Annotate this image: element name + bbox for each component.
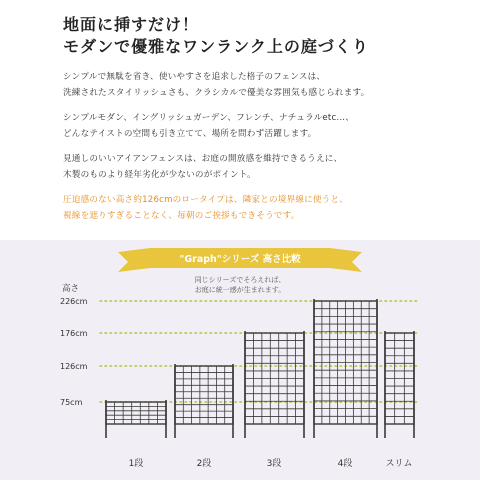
height-tick-label: 176cm — [60, 329, 88, 338]
fences — [106, 299, 414, 438]
fence-frame — [106, 402, 166, 424]
banner — [118, 248, 362, 272]
model-labels — [129, 458, 413, 469]
fence-frame — [175, 366, 233, 424]
height-guides — [60, 297, 420, 407]
height-tick-label: 226cm — [60, 297, 88, 306]
model-label: 1段 — [128, 459, 144, 469]
headline-line-2: モダンで優雅なワンランク上の庭づくり — [63, 37, 369, 56]
fence-1 — [106, 400, 166, 438]
fence-5 — [385, 331, 414, 438]
banner-text: "Graph"シリーズ 高さ比較 — [179, 254, 301, 265]
subtitle-line-1: 同じシリーズでそろえれば、 — [194, 276, 286, 284]
fence-3 — [245, 331, 304, 438]
paragraph-line: 視線を遮りすぎることなく、毎朝のご挨拶もできそうです。 — [63, 210, 300, 221]
paragraph-line: どんなテイストの空間も引き立てて、場所を問わず活躍します。 — [63, 128, 317, 139]
paragraph-line: 見通しのいいアイアンフェンスは、お庭の開放感を維持できるうえに、 — [63, 154, 343, 164]
paragraph-line: 洗練されたスタイリッシュさも、クラシカルで優美な雰囲気も感じられます。 — [63, 87, 370, 98]
paragraph-line: シンプルモダン、イングリッシュガーデン、フレンチ、ナチュラルetc...、 — [63, 113, 354, 123]
height-tick-label: 75cm — [60, 398, 83, 407]
model-label: スリム — [385, 459, 413, 469]
axis-label: 高さ — [62, 284, 80, 294]
paragraph-line: 木製のものより経年劣化が少ないのがポイント。 — [63, 169, 256, 180]
paragraph-line: シンプルで無駄を省き、使いやすさを追求した格子のフェンスは、 — [63, 72, 326, 82]
height-tick-label: 126cm — [60, 362, 88, 371]
fence-4 — [314, 299, 377, 438]
headline-line-1: 地面に挿すだけ！ — [63, 15, 200, 34]
paragraph-line: 圧迫感のない高さ約126cmのロータイプは、隣家との境界線に使うと、 — [63, 195, 349, 205]
fence-2 — [175, 364, 233, 438]
model-label: 4段 — [337, 459, 353, 469]
model-label: 3段 — [266, 459, 282, 469]
model-label: 2段 — [196, 459, 212, 469]
subtitle-line-2: お庭に統一感が生まれます。 — [194, 286, 286, 294]
